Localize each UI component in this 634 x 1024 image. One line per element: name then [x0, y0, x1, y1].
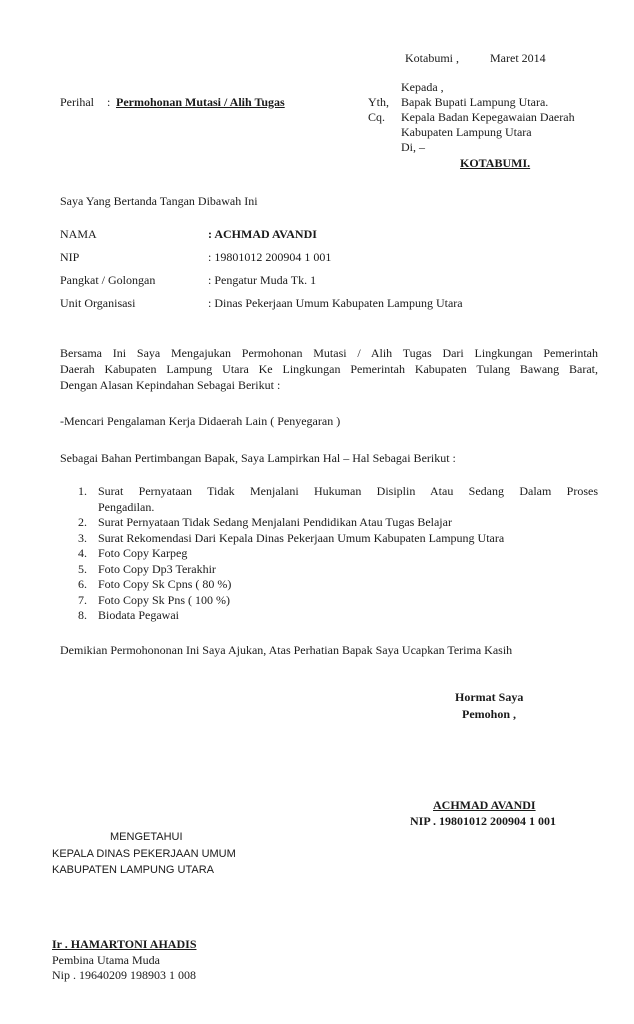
body-line-3: Dengan Alasan Kepindahan Sebagai Berikut :: [60, 378, 281, 392]
list-item-number: 3.: [78, 530, 87, 545]
list-item-text: Biodata Pegawai: [98, 608, 179, 622]
recipient-line1: Bapak Bupati Lampung Utara.: [401, 95, 549, 109]
recipient-city: KOTABUMI.: [460, 156, 531, 170]
list-item-text: Surat Pernyataan Tidak Menjalani Hukuman Disiplin Atau Sedang Dalam Proses: [98, 484, 598, 498]
perihal-subject: Permohonan Mutasi / Alih Tugas: [116, 95, 285, 109]
list-item: [78, 515, 598, 531]
attachment-intro: Sebagai Bahan Pertimbangan Bapak, Saya Lampirkan Hal – Hal Sebagai Berikut :: [60, 451, 456, 465]
recipient-line3: Kabupaten Lampung Utara: [401, 125, 532, 139]
list-item-number: 2.: [78, 515, 87, 529]
list-item: [78, 577, 598, 593]
list-item: [78, 531, 598, 547]
identity-value-nip: : 19801012 200904 1 001: [208, 250, 332, 264]
list-item-number: 1.: [78, 484, 87, 498]
identity-value-rank: : Pengatur Muda Tk. 1: [208, 273, 317, 287]
list-item-text: Foto Copy Sk Cpns ( 80 %): [98, 577, 232, 591]
approval-office-2: KABUPATEN LAMPUNG UTARA: [52, 864, 214, 876]
list-item: [78, 608, 598, 624]
reason-text: -Mencari Pengalaman Kerja Didaerah Lain ( Penyegaran ): [60, 414, 341, 428]
place-date: Kotabumi ,: [405, 51, 459, 65]
identity-label-unit: Unit Organisasi: [60, 296, 136, 310]
body-paragraph: [60, 345, 598, 393]
recipient-line2: Kepala Badan Kepegawaian Daerah: [401, 110, 575, 124]
signature-hormat: Hormat Saya: [455, 690, 524, 704]
intro-text: Saya Yang Bertanda Tangan Dibawah Ini: [60, 194, 258, 208]
recipient-kepada: Kepada ,: [401, 80, 444, 94]
list-item-text-continued: Pengadilan.: [98, 499, 155, 514]
signature-pemohon: Pemohon ,: [462, 707, 516, 721]
approval-office-1: KEPALA DINAS PEKERJAAN UMUM: [52, 848, 236, 860]
list-item-number: 6.: [78, 577, 87, 591]
perihal-label: Perihal: [60, 95, 94, 109]
signature-name: ACHMAD AVANDI: [433, 798, 536, 812]
approval-name: Ir . HAMARTONI AHADIS: [52, 937, 197, 951]
list-item-number: 7.: [78, 592, 87, 607]
list-item-text: Surat Rekomendasi Dari Kepala Dinas Pekerjaan Umum Kabupaten Lampung Utara: [98, 530, 505, 545]
signature-nip: NIP . 19801012 200904 1 001: [410, 814, 557, 828]
list-item-number: 5.: [78, 561, 87, 576]
body-line-2: Daerah Kabupaten Lampung Utara Ke Lingkungan Pemerintah Kabupaten Tulang Bawang Barat,: [60, 362, 598, 376]
identity-value-name: : ACHMAD AVANDI: [208, 227, 317, 241]
body-line-1: Bersama Ini Saya Mengajukan Permohonan Mutasi / Alih Tugas Dari Lingkungan Pemerintah: [60, 346, 598, 360]
list-item-text: Foto Copy Sk Pns ( 100 %): [98, 592, 231, 607]
perihal-sep: :: [107, 95, 111, 109]
list-item-text: Foto Copy Dp3 Terakhir: [98, 561, 216, 576]
list-item: [78, 484, 598, 515]
list-item: [78, 593, 598, 609]
identity-value-unit: : Dinas Pekerjaan Umum Kabupaten Lampung Utara: [208, 296, 463, 310]
approval-mengetahui: MENGETAHUI: [110, 831, 183, 843]
list-item: [78, 562, 598, 578]
identity-label-nip: NIP: [60, 250, 80, 264]
identity-label-rank: Pangkat / Golongan: [60, 273, 156, 287]
identity-label-name: NAMA: [60, 227, 97, 241]
recipient-cq: Cq.: [368, 110, 386, 124]
list-item: [78, 546, 598, 562]
list-item-text: Foto Copy Karpeg: [98, 546, 188, 560]
recipient-di: Di, –: [401, 140, 425, 154]
month-year: Maret 2014: [490, 51, 546, 65]
attachment-list: [78, 484, 598, 624]
list-item-text: Surat Pernyataan Tidak Sedang Menjalani Pendidikan Atau Tugas Belajar: [98, 515, 452, 529]
closing-text: Demikian Permohononan Ini Saya Ajukan, Atas Perhatian Bapak Saya Ucapkan Terima Kasih: [60, 643, 513, 657]
approval-rank: Pembina Utama Muda: [52, 953, 160, 967]
list-item-number: 4.: [78, 546, 87, 560]
approval-nip: Nip . 19640209 198903 1 008: [52, 968, 196, 982]
recipient-yth: Yth,: [368, 95, 389, 109]
list-item-number: 8.: [78, 608, 87, 622]
